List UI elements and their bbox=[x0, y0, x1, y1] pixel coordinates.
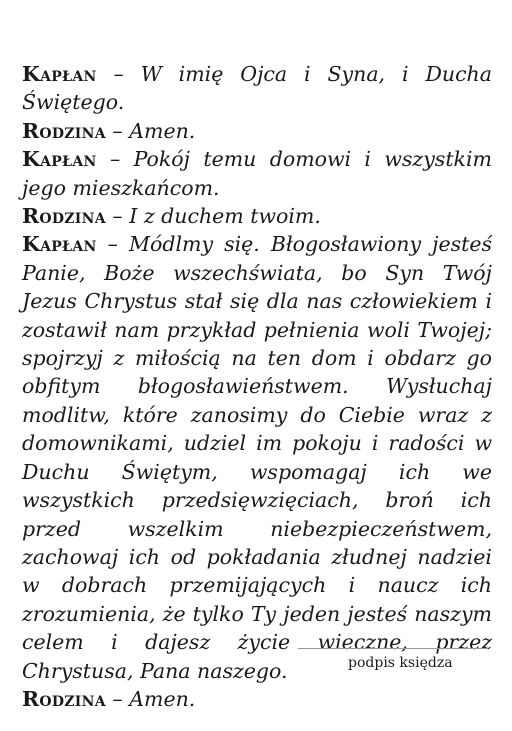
speaker-name: Kapłan bbox=[22, 62, 97, 86]
dash: – bbox=[96, 232, 129, 257]
speaker-name: Kapłan bbox=[22, 147, 97, 172]
signature-label: podpis księdza bbox=[348, 655, 453, 671]
dash: – bbox=[105, 686, 130, 711]
dash: – bbox=[96, 147, 134, 172]
speech-text: Amen. bbox=[129, 686, 196, 711]
speech-text: Pokój temu domowi i wszystkim jego mieszkańcom. bbox=[22, 147, 492, 200]
dialogue-line bbox=[22, 202, 492, 230]
speaker-name: Rodzina bbox=[22, 118, 106, 143]
liturgy-text bbox=[22, 60, 492, 713]
dash: – bbox=[105, 118, 130, 143]
dialogue-line bbox=[22, 145, 492, 202]
speaker-name: Kapłan bbox=[22, 232, 97, 257]
speaker-name: Rodzina bbox=[22, 204, 106, 229]
speech-text: Módlmy się. Błogosławiony jesteś Panie, Boże wszechświata, bo Syn Twój Jezus Chrystus stał się dla nas człowiekiem i zostawił nam przykład pełnienia woli Twojej; spojrzyj z miłością na ten dom i obdarz go obfitym błogosławieństwem. Wysłuchaj modlitw, które zanosimy do Ciebie wraz z domownikami, udziel im pokoju i radości w Duchu Świętym, wspomagaj ich we wszystkich przedsięwzięciach, broń ich przed wszelkim niebezpieczeństwem, zachowaj ich od pokładania złudnej nadziei w dobrach przemijających i naucz ich zrozumienia, że tylko Ty jeden jesteś naszym celem i dajesz życie wieczne, przez Chrystusa, Pana naszego. bbox=[22, 232, 492, 683]
speaker-name: Rodzina bbox=[22, 686, 106, 711]
dialogue-line bbox=[22, 230, 492, 685]
speech-text: W imię Ojca i Syna, i Ducha Świętego. bbox=[22, 62, 492, 115]
speech-text: I z duchem twoim. bbox=[129, 204, 321, 229]
dash: – bbox=[96, 62, 141, 86]
dash: – bbox=[105, 204, 130, 229]
dialogue-line bbox=[22, 60, 492, 117]
dialogue-line bbox=[22, 685, 492, 713]
signature-line bbox=[298, 648, 488, 649]
speech-text: Amen. bbox=[129, 118, 196, 143]
dialogue-line bbox=[22, 117, 492, 145]
